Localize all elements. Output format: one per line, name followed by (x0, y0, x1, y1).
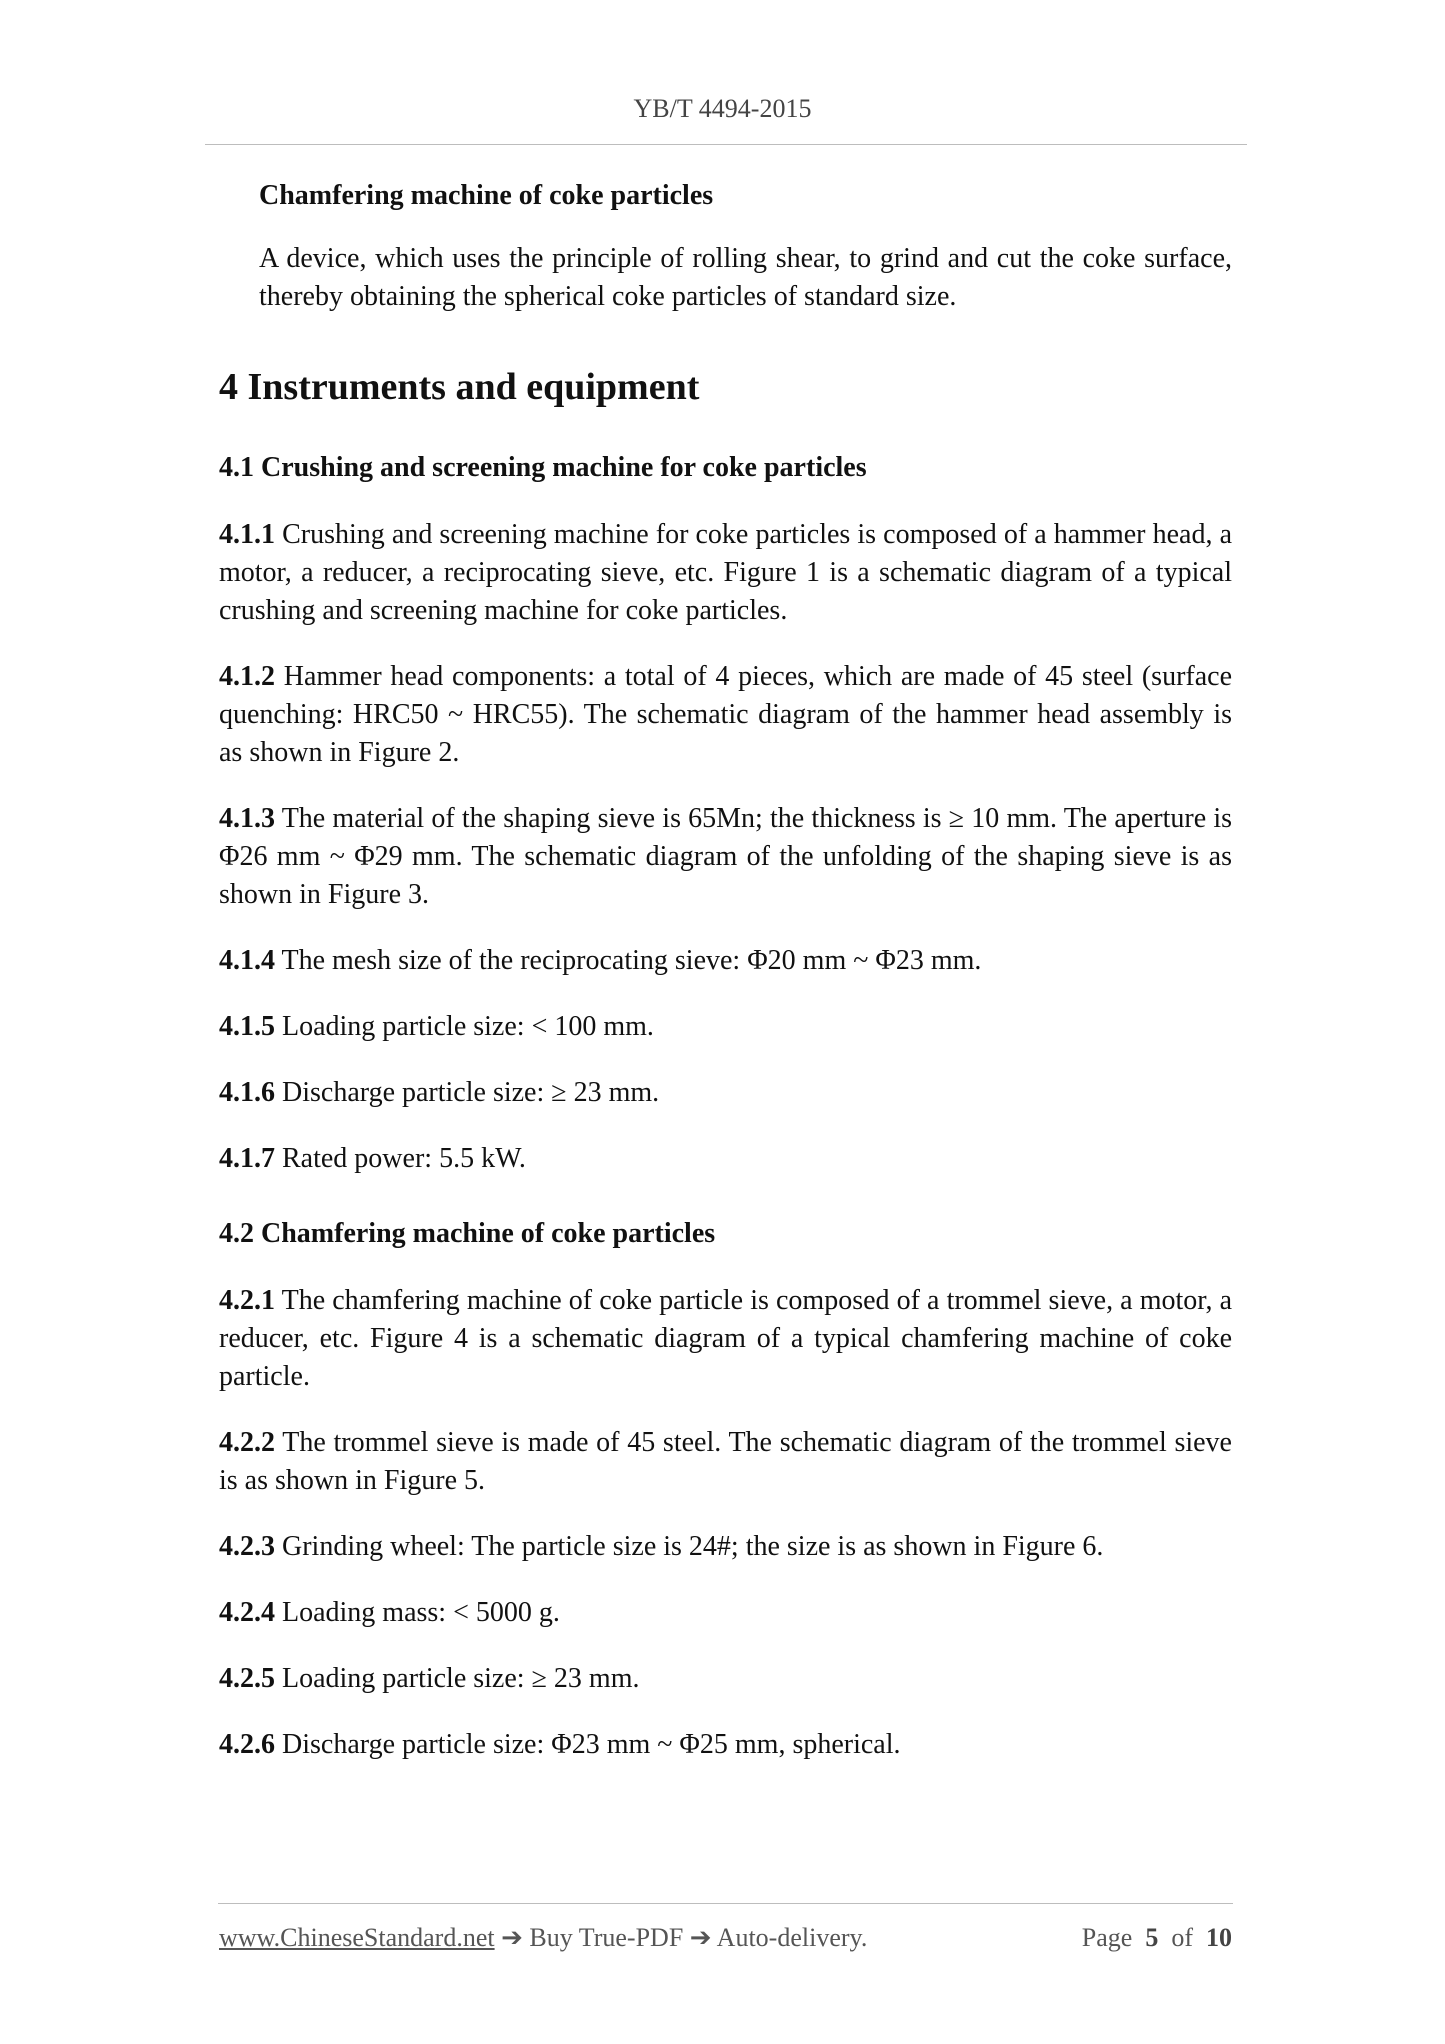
clause-number: 4.2.4 (219, 1597, 275, 1628)
subsection-heading-4-1: 4.1 Crushing and screening machine for coke particles (219, 452, 867, 483)
clause-text: Rated power: 5.5 kW. (282, 1143, 526, 1174)
clause-number: 4.2.5 (219, 1663, 275, 1694)
arrow-right-icon: ➔ (689, 1923, 712, 1952)
clause-text: Loading mass: < 5000 g. (282, 1597, 560, 1628)
website-link[interactable]: www.ChineseStandard.net (219, 1923, 495, 1952)
clause-number: 4.2.6 (219, 1729, 275, 1760)
section-heading: 4 Instruments and equipment (219, 366, 700, 408)
clause-4-2-1 (219, 1282, 1232, 1396)
clause-text: Discharge particle size: Φ23 mm ~ Φ25 mm, spherical. (282, 1729, 901, 1760)
clause-text: Crushing and screening machine for coke particles is composed of a hammer head, a motor, a reducer, a reciprocating sieve, etc. Figure 1 is a schematic diagram of a typical crushing and screening machine for coke particles. (219, 519, 1232, 626)
header-divider (205, 144, 1247, 145)
clause-number: 4.1.6 (219, 1077, 275, 1108)
clause-number: 4.1.2 (219, 661, 275, 692)
clause-text: Loading particle size: ≥ 23 mm. (282, 1663, 640, 1694)
clause-text: Grinding wheel: The particle size is 24#; the size is as shown in Figure 6. (282, 1531, 1104, 1562)
clause-4-2-2 (219, 1424, 1232, 1500)
subsection-heading-4-2: 4.2 Chamfering machine of coke particles (219, 1218, 716, 1249)
clause-4-1-1 (219, 516, 1232, 630)
clause-number: 4.1.5 (219, 1011, 275, 1042)
arrow-right-icon: ➔ (501, 1923, 523, 1952)
buy-true-pdf-text: Buy True-PDF (529, 1923, 684, 1952)
clause-text: Hammer head components: a total of 4 pieces, which are made of 45 steel (surface quenching: HRC50 ~ HRC55). The schematic diagram of the hammer head assembly is as shown in Figure 2. (219, 661, 1233, 768)
clause-4-2-4 (219, 1594, 1232, 1632)
page-label: Page (1081, 1923, 1133, 1952)
clause-4-1-3 (219, 800, 1232, 914)
footer-promo (219, 1920, 867, 1956)
clause-text: The chamfering machine of coke particle is composed of a trommel sieve, a motor, a reducer, etc. Figure 4 is a schematic diagram of a typical chamfering machine of coke particle. (219, 1285, 1233, 1392)
clause-number: 4.1.1 (219, 519, 275, 550)
term-title: Chamfering machine of coke particles (259, 180, 714, 211)
clause-4-2-6 (219, 1726, 1232, 1764)
clause-4-1-4 (219, 942, 1232, 980)
clause-text: Loading particle size: < 100 mm. (282, 1011, 654, 1042)
page-number (1082, 1920, 1232, 1956)
clause-4-2-3 (219, 1528, 1232, 1566)
clause-text: The mesh size of the reciprocating sieve: Φ20 mm ~ Φ23 mm. (281, 945, 982, 976)
footer-divider (218, 1903, 1233, 1904)
page-content (219, 176, 1232, 1764)
page-current: 5 (1145, 1923, 1159, 1952)
clause-number: 4.2.1 (219, 1285, 275, 1316)
clause-text: The material of the shaping sieve is 65Mn; the thickness is ≥ 10 mm. The aperture is Φ26 mm ~ Φ29 mm. The schematic diagram of the unfolding of the shaping sieve is as shown in Figure 3. (219, 803, 1233, 910)
clause-4-1-7 (219, 1140, 1232, 1178)
auto-delivery-text: Auto-delivery. (716, 1923, 868, 1952)
term-definition: A device, which uses the principle of rolling shear, to grind and cut the coke surface, thereby obtaining the spherical coke particles of standard size. (259, 243, 1232, 312)
page-of: of (1171, 1923, 1193, 1952)
clause-4-1-5 (219, 1008, 1232, 1046)
clause-4-1-6 (219, 1074, 1232, 1112)
clause-text: The trommel sieve is made of 45 steel. The schematic diagram of the trommel sieve is as shown in Figure 5. (219, 1427, 1232, 1496)
clause-number: 4.1.4 (219, 945, 275, 976)
clause-number: 4.2.2 (219, 1427, 275, 1458)
clause-4-1-2 (219, 658, 1232, 772)
clause-number: 4.2.3 (219, 1531, 275, 1562)
clause-number: 4.1.3 (219, 803, 275, 834)
clause-text: Discharge particle size: ≥ 23 mm. (282, 1077, 660, 1108)
clause-4-2-5 (219, 1660, 1232, 1698)
clause-number: 4.1.7 (219, 1143, 275, 1174)
header-standard-number: YB/T 4494-2015 (633, 94, 812, 123)
page-total: 10 (1206, 1923, 1232, 1952)
